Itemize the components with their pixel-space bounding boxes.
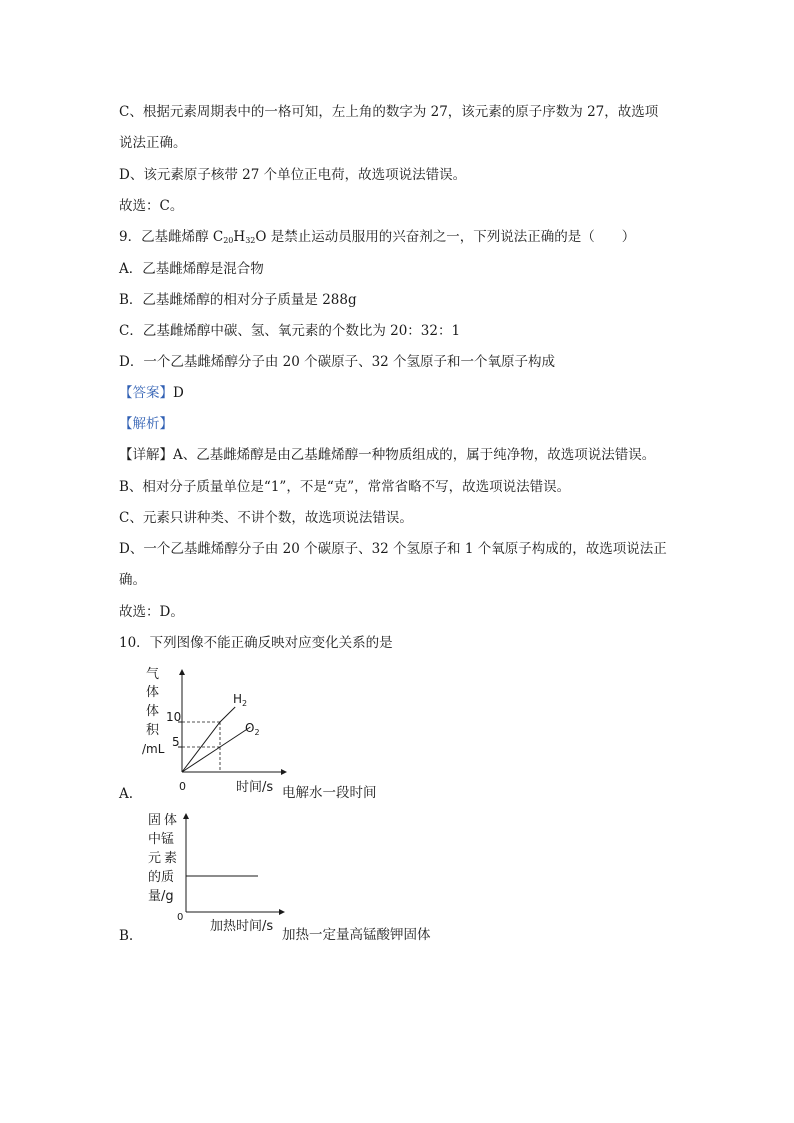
question-10-stem: 10．下列图像不能正确反映对应变化关系的是 [119,635,393,651]
ylabel-char-3: 中锰 [148,832,175,847]
answer-tag: 【答案】 [119,385,173,401]
q9-option-b: B．乙基雌烯醇的相对分子质量是 288g [119,292,357,308]
ylabel-unit: /mL [142,742,165,756]
q9-detail-d-1: D、一个乙基雌烯醇分子由 20 个碳原子、32 个氢原子和 1 个氧原子构成的，故选项说法正 [119,541,667,557]
q9-detail-d-2: 确。 [119,572,146,588]
q9-option-d: D．一个乙基雌烯醇分子由 20 个碳原子、32 个氢原子和一个氧原子构成 [119,354,556,370]
series-label-h2: $H_2$ [233,692,248,708]
chart-electrolysis [140,660,290,800]
ylabel-char-1: 气 [146,667,160,682]
option-b-label: B. [119,928,134,944]
d-line: D、该元素原子核带 27 个单位正电荷，故选项说法错误。 [119,167,467,183]
ylabel-char-4: 元 [148,851,162,866]
chart-permanganate [140,806,290,938]
q9-suffix: O 是禁止运动员服用的兴奋剂之一，下列说法正确的是（ ） [255,229,636,245]
q9-detail-a [119,446,655,464]
q9-choose: 故选：D。 [119,604,184,620]
question-9-stem [119,228,635,250]
origin-label: 0 [177,912,184,923]
series-line-h2 [182,707,235,772]
xlabel: 时间/s [236,780,274,795]
detail-a-text: A、乙基雌烯醇是由乙基雌烯醇一种物质组成的，属于纯净物，故选项说法错误。 [173,447,656,463]
ylabel-char-4: 积 [146,723,160,738]
ylabel-char-7: 量/g [148,889,174,904]
q9-sub-hydrogen: 32 [245,236,256,245]
origin-label: 0 [179,780,186,793]
q9-prefix: 9．乙基雌烯醇 C [119,229,224,245]
q9-detail-b: B、相对分子质量单位是“1”，不是“克”，常常省略不写，故选项说法错误。 [119,479,571,495]
c-line-1: C、根据元素周期表中的一格可知，左上角的数字为 27，该元素的原子序数为 27，故选项 [119,104,659,120]
answer-value: D [173,385,184,401]
q9-answer [119,384,184,402]
ylabel-char-2: 体 [164,813,178,828]
ylabel-char-5: 素 [164,851,178,866]
xlabel: 加热时间/s [210,919,274,934]
tick-label-10: 10 [166,710,182,724]
q9-analysis-tag: 【解析】 [119,416,173,432]
q9-detail-c: C、元素只讲种类、不讲个数，故选项说法错误。 [119,510,413,526]
q9-mid: H [233,229,246,245]
ylabel-char-3: 体 [146,704,160,719]
q9-option-a: A．乙基雌烯醇是混合物 [119,261,264,277]
option-a-caption: 电解水一段时间 [282,785,377,801]
detail-tag: 【详解】 [119,447,173,463]
option-b-caption: 加热一定量高锰酸钾固体 [282,927,431,943]
ylabel-char-1: 固 [148,813,162,828]
series-label-o2: $O_2$ [245,721,260,737]
ylabel-char-2: 体 [146,685,160,700]
c-line-2: 说法正确。 [119,135,187,151]
series-line-o2 [182,727,250,772]
choose-c: 故选：C。 [119,198,184,214]
q9-option-c: C．乙基雌烯醇中碳、氢、氧元素的个数比为 20：32：1 [119,323,461,339]
ylabel-char-6: 的质 [148,870,175,885]
tick-label-5: 5 [172,735,180,749]
option-a-label: A. [119,786,134,802]
q9-sub-carbon: 20 [223,236,234,245]
